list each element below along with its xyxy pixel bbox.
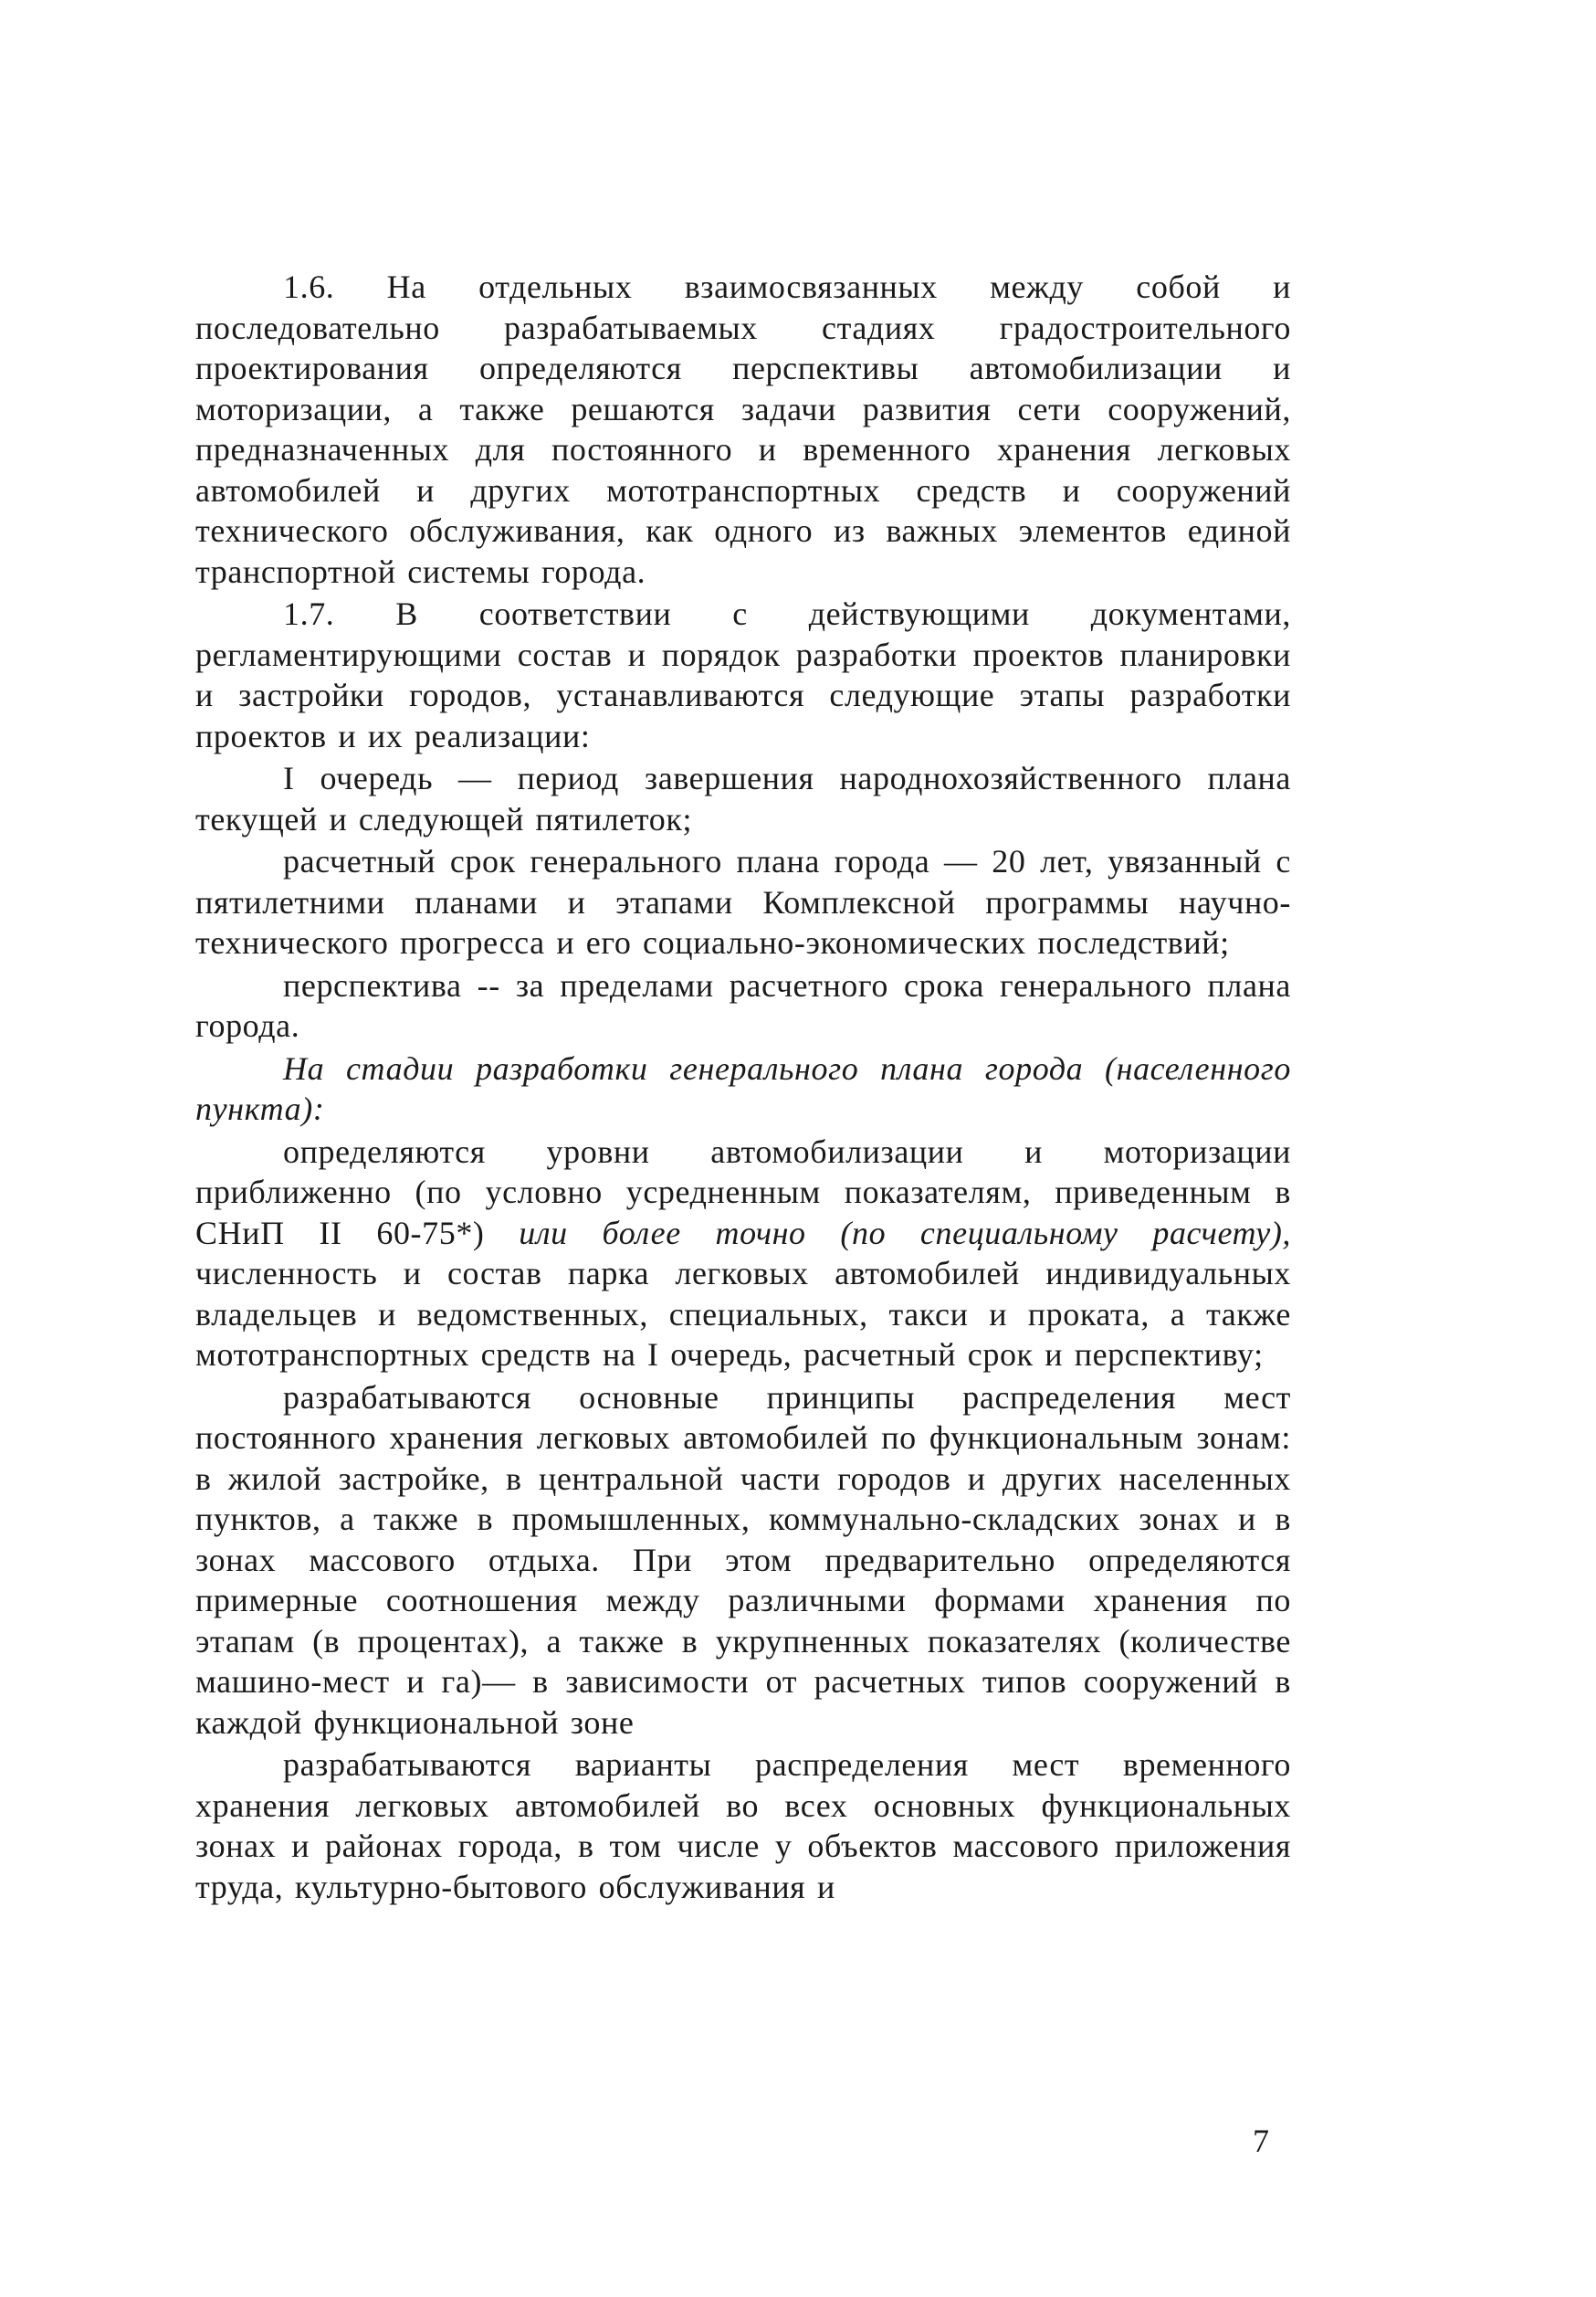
genplan-item-motorization-before: определяются уровни автомобилизации и моторизации приближенно (по условно усредненным показателям, приведенным в СНиП II 60-75*) [195, 1133, 1291, 1251]
genplan-item-motorization-after: численность и состав парка легковых автомобилей индивидуальных владельцев и ведомственных, специальных, такси и проката, а также мототранспортных средств на I очередь, расчетный срок и перспективу; [195, 1255, 1291, 1373]
genplan-item-permanent-storage: разрабатываются основные принципы распределения мест постоянного хранения легковых автомобилей по функциональным зонам: в жилой застройке, в центральной части городов и других населенных пунктов, а также в промышленных, коммунально-складских зонах и в зонах массового отдыха. При этом предварительно определяются примерные соотношения между различными формами хранения по этапам (в процентах), а также в укрупненных показателях (количестве машино-мест и га)— в зависимости от расчетных типов сооружений в каждой функциональной зоне [195, 1378, 1291, 1741]
page-number: 7 [1253, 2123, 1269, 2159]
genplan-item-motorization-italic: или более точно (по специальному расчету), [519, 1214, 1292, 1251]
genplan-intro-text: На стадии разработки генерального плана города (населенного пункта): [195, 1049, 1291, 1127]
document-page [195, 267, 1291, 1909]
genplan-intro [195, 1048, 1291, 1130]
genplan-item-motorization [195, 1132, 1291, 1375]
paragraph-1-6: 1.6. На отдельных взаимосвязанных между собой и последовательно разрабатываемых стадиях градостроительного проектирования определяются перспективы автомобилизации и моторизации, а также решаются задачи развития сети сооружений, предназначенных для постоянного и временного хранения легковых автомобилей и других мототранспортных средств и сооружений технического обслуживания, как одного из важных элементов единой транспортной системы города. [195, 269, 1291, 590]
stage-calculated-term: расчетный срок генерального плана города — 20 лет, увязанный с пятилетними планами и этапами Комплексной программы научно-технического прогресса и его социально-экономических последствий; [195, 843, 1291, 961]
genplan-item-temporary-storage: разрабатываются варианты распределения мест временного хранения легковых автомобилей во всех основных функциональных зонах и районах города, в том числе у объектов массового приложения труда, культурно-бытового обслуживания и [195, 1746, 1291, 1905]
paragraph-1-7: 1.7. В соответствии с действующими документами, регламентирующими состав и порядок разработки проектов планировки и застройки городов, устанавливаются следующие этапы разработки проектов и их реализации: [195, 595, 1291, 754]
stage-first-queue: I очередь — период завершения народнохозяйственного плана текущей и следующей пятилеток; [195, 760, 1291, 838]
stage-perspective: перспектива -- за пределами расчетного срока генерального плана города. [195, 966, 1291, 1044]
